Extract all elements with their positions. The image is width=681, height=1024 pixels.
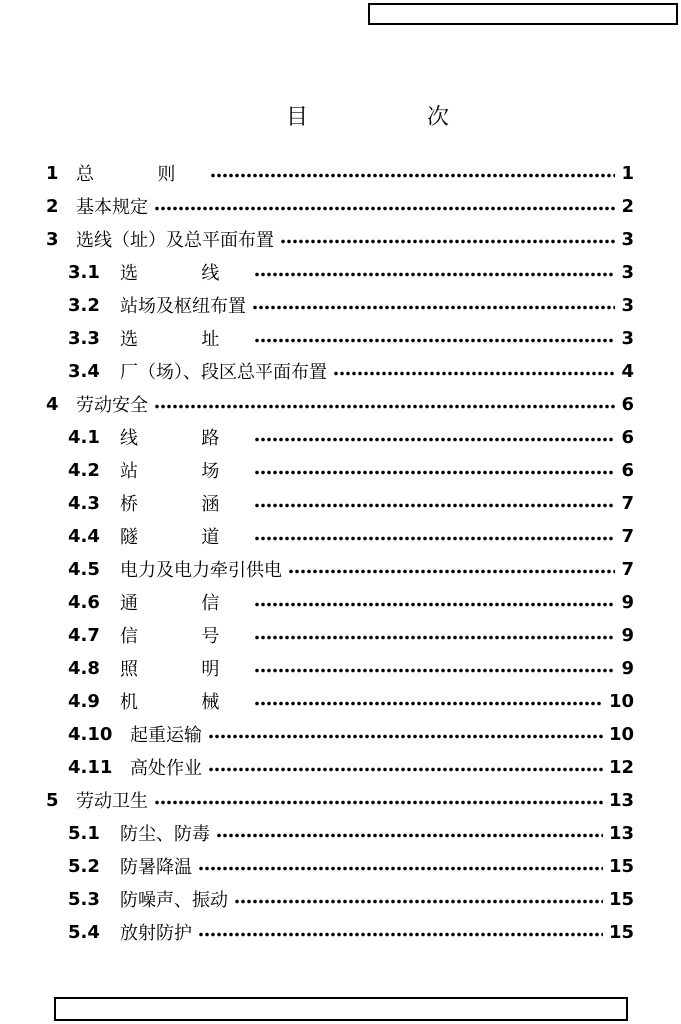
dot-leader: [254, 701, 603, 706]
toc-entry-page: 2: [621, 195, 634, 217]
dot-leader: [280, 239, 615, 244]
toc-entry-title: 隧 道: [120, 527, 249, 548]
toc-entry-title: 桥 涵: [120, 494, 249, 515]
dot-leader: [254, 272, 615, 277]
toc-entry[interactable]: [68, 884, 634, 914]
toc-entry-title: 站 场: [120, 461, 249, 482]
toc-entry[interactable]: [68, 257, 634, 287]
toc-entry-title: 高处作业: [130, 758, 202, 779]
dot-leader: [208, 767, 603, 772]
toc-entry-title: 选 线: [120, 263, 249, 284]
toc-entry-number: 4.11: [68, 756, 113, 778]
toc-entry[interactable]: [68, 752, 634, 782]
toc-entry[interactable]: [68, 620, 634, 650]
toc-entry[interactable]: [68, 455, 634, 485]
toc-entry[interactable]: [68, 323, 634, 353]
toc-entry-page: 15: [608, 888, 634, 910]
dot-leader: [254, 338, 615, 343]
toc-entry-page: 7: [621, 558, 634, 580]
toc-entry[interactable]: [46, 158, 634, 188]
toc-entry[interactable]: [68, 653, 634, 683]
toc-entry[interactable]: [68, 554, 634, 584]
toc-entry-page: 3: [621, 294, 634, 316]
toc-entry[interactable]: [46, 389, 634, 419]
toc-entry-page: 13: [608, 822, 634, 844]
toc-entry[interactable]: [68, 917, 634, 947]
toc-entry-number: 5.1: [68, 822, 100, 844]
toc-entry[interactable]: [46, 785, 634, 815]
toc-entry-title: 信 号: [120, 626, 249, 647]
footer-box: [54, 997, 628, 1021]
toc-entry-page: 4: [621, 360, 634, 382]
toc-entry-number: 1: [46, 162, 59, 184]
toc-entry[interactable]: [68, 290, 634, 320]
dot-leader: [154, 404, 615, 409]
toc-entry-number: 4.8: [68, 657, 100, 679]
dot-leader: [254, 668, 615, 673]
toc-entry-number: 3.1: [68, 261, 100, 283]
dot-leader: [198, 932, 603, 937]
toc-entry-number: 5.3: [68, 888, 100, 910]
toc-entry[interactable]: [68, 818, 634, 848]
toc-entry[interactable]: [46, 224, 634, 254]
toc-entry-title: 选线（址）及总平面布置: [76, 230, 274, 251]
toc-entry-title: 劳动卫生: [76, 791, 148, 812]
toc-entry-number: 5.2: [68, 855, 100, 877]
toc-entry-title: 机 械: [120, 692, 249, 713]
toc-entry[interactable]: [68, 587, 634, 617]
toc-entry-number: 5: [46, 789, 59, 811]
toc-entry-title: 起重运输: [130, 725, 202, 746]
dot-leader: [208, 734, 603, 739]
dot-leader: [216, 833, 603, 838]
toc-entry-page: 15: [608, 855, 634, 877]
dot-leader: [254, 437, 615, 442]
toc-entry-title: 总 则: [76, 164, 205, 185]
toc-entry-page: 9: [621, 591, 634, 613]
toc-entry[interactable]: [68, 422, 634, 452]
toc-entry-title: 照 明: [120, 659, 249, 680]
toc-entry[interactable]: [68, 719, 634, 749]
dot-leader: [333, 371, 615, 376]
toc-entry-number: 3: [46, 228, 59, 250]
toc-entry-page: 1: [621, 162, 634, 184]
dot-leader: [254, 602, 615, 607]
toc-entry-number: 3.4: [68, 360, 100, 382]
toc-entry-title: 通 信: [120, 593, 249, 614]
toc-entry-title: 站场及枢纽布置: [120, 296, 246, 317]
dot-leader: [198, 866, 603, 871]
toc-entry-number: 4.10: [68, 723, 113, 745]
toc-entry-page: 7: [621, 492, 634, 514]
toc-entry-number: 4.4: [68, 525, 100, 547]
toc-entry-title: 防暑降温: [120, 857, 192, 878]
toc-entry-page: 6: [621, 426, 634, 448]
toc-entry-title: 基本规定: [76, 197, 148, 218]
dot-leader: [288, 569, 615, 574]
dot-leader: [252, 305, 615, 310]
toc-entry-page: 7: [621, 525, 634, 547]
toc-entry-page: 9: [621, 624, 634, 646]
toc-entry-number: 4.2: [68, 459, 100, 481]
toc-entry-page: 3: [621, 261, 634, 283]
dot-leader: [254, 470, 615, 475]
toc-entry-number: 3.2: [68, 294, 100, 316]
toc-entry-title: 防尘、防毒: [120, 824, 210, 845]
toc-entry-page: 10: [608, 690, 634, 712]
toc-entry-number: 4.6: [68, 591, 100, 613]
page-title: 目 次: [286, 105, 505, 130]
toc-entry-page: 9: [621, 657, 634, 679]
toc-entry-number: 4.9: [68, 690, 100, 712]
toc-entry-title: 选 址: [120, 329, 249, 350]
toc-entry-number: 4.5: [68, 558, 100, 580]
toc-entry-number: 3.3: [68, 327, 100, 349]
dot-leader: [234, 899, 603, 904]
toc-entry-number: 2: [46, 195, 59, 217]
dot-leader: [254, 503, 615, 508]
toc-entry-number: 5.4: [68, 921, 100, 943]
toc-entry[interactable]: [68, 851, 634, 881]
header-box: [368, 3, 678, 25]
toc-entry-number: 4.1: [68, 426, 100, 448]
toc-entry[interactable]: [68, 521, 634, 551]
dot-leader: [254, 536, 615, 541]
toc-entry-number: 4.7: [68, 624, 100, 646]
toc-entry[interactable]: [46, 191, 634, 221]
toc-entry-page: 3: [621, 327, 634, 349]
toc-entry-title: 电力及电力牵引供电: [120, 560, 282, 581]
dot-leader: [254, 635, 615, 640]
toc-entry-title: 防噪声、振动: [120, 890, 228, 911]
toc-entry-page: 6: [621, 459, 634, 481]
toc-entry-page: 15: [608, 921, 634, 943]
dot-leader: [154, 800, 603, 805]
toc-entry-page: 3: [621, 228, 634, 250]
toc-entry-title: 放射防护: [120, 923, 192, 944]
toc-entry-number: 4: [46, 393, 59, 415]
dot-leader: [210, 173, 615, 178]
toc-entry-title: 线 路: [120, 428, 249, 449]
toc-entry-page: 13: [608, 789, 634, 811]
toc-entry-title: 厂（场）、段区总平面布置: [120, 362, 327, 383]
toc-entry-title: 劳动安全: [76, 395, 148, 416]
toc-entry-number: 4.3: [68, 492, 100, 514]
toc-entry[interactable]: [68, 686, 634, 716]
toc-entry-page: 6: [621, 393, 634, 415]
toc-entry[interactable]: [68, 356, 634, 386]
toc-entry-page: 10: [608, 723, 634, 745]
dot-leader: [154, 206, 615, 211]
toc-entry-page: 12: [608, 756, 634, 778]
toc-entry[interactable]: [68, 488, 634, 518]
